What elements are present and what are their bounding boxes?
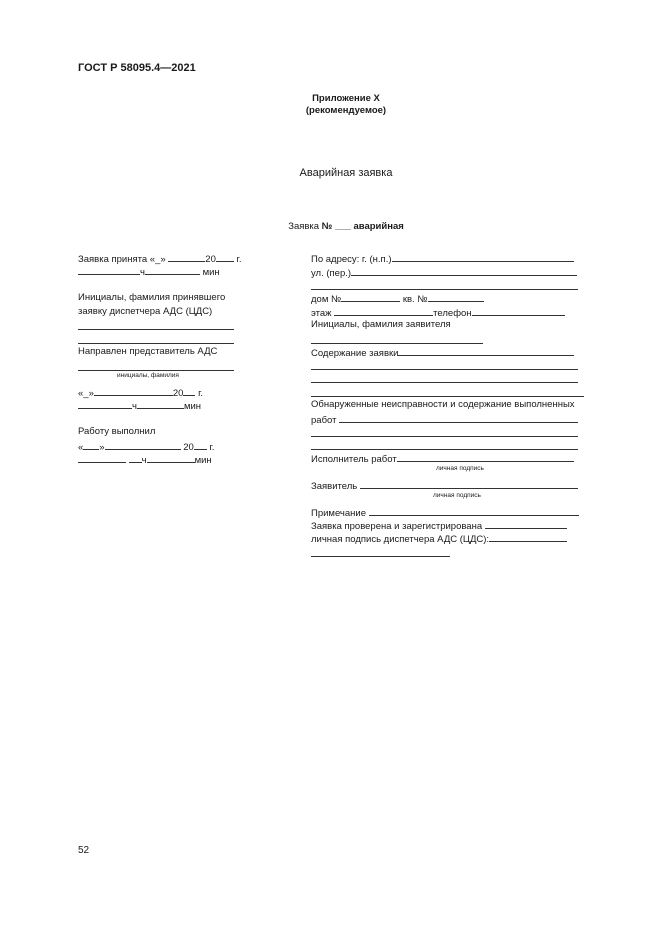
- dispatcher-label-1: Инициалы, фамилия принявшего: [78, 292, 226, 303]
- content-blank-3[interactable]: [311, 382, 578, 383]
- request-heading: Заявка № ___ аварийная: [288, 221, 404, 232]
- dispatcher-name-blank[interactable]: [78, 329, 234, 330]
- address-extra-blank[interactable]: [311, 289, 578, 290]
- applicant-label: Инициалы, фамилия заявителя: [311, 319, 451, 330]
- rep-minutes-blank[interactable]: [137, 399, 184, 409]
- applicant-name-blank[interactable]: [311, 343, 483, 344]
- executor-sign-caption: личная подпись: [436, 465, 484, 472]
- document-title: Аварийная заявка: [299, 167, 393, 179]
- done-time-line: ч мин: [78, 453, 212, 467]
- floor-line: этаж телефон: [311, 306, 565, 320]
- accepted-time-line: ч мин: [78, 265, 220, 279]
- rep-label: Направлен представитель АДС: [78, 346, 218, 357]
- rep-name-blank[interactable]: [78, 370, 234, 371]
- faults-blank-3[interactable]: [311, 449, 578, 450]
- content-line: Содержание заявки: [311, 346, 574, 360]
- accepted-hours-blank[interactable]: [78, 265, 140, 275]
- done-minutes-blank[interactable]: [147, 453, 195, 463]
- dispatcher-name-blank-2[interactable]: [78, 343, 234, 344]
- content-blank-2[interactable]: [311, 369, 578, 370]
- address-line: По адресу: г. (н.п.): [311, 252, 574, 266]
- house-blank[interactable]: [341, 292, 400, 302]
- faults-label-1: Обнаруженные неисправности и содержание выполненных: [311, 399, 575, 410]
- standard-number: ГОСТ Р 58095.4—2021: [78, 62, 196, 74]
- done-year-blank[interactable]: [194, 440, 207, 450]
- applicant-sign-line: Заявитель: [311, 479, 578, 493]
- done-day-blank[interactable]: [83, 440, 99, 450]
- accepted-minutes-blank[interactable]: [145, 265, 200, 275]
- rep-caption: инициалы, фамилия: [117, 372, 179, 379]
- faults-blank-2[interactable]: [311, 436, 578, 437]
- dispatcher-sign-line: личная подпись диспетчера АДС (ЦДС):: [311, 532, 567, 546]
- note-line: Примечание: [311, 506, 579, 520]
- content-blank[interactable]: [398, 346, 574, 356]
- rep-time-line: ч мин: [78, 399, 201, 413]
- address-blank[interactable]: [392, 252, 574, 262]
- executor-line: Исполнитель работ: [311, 452, 574, 466]
- street-line: ул. (пер.): [311, 266, 577, 280]
- rep-day-blank[interactable]: [94, 386, 173, 396]
- applicant-sign-caption: личная подпись: [433, 492, 481, 499]
- done-label: Работу выполнил: [78, 426, 156, 437]
- done-month-blank[interactable]: [105, 440, 181, 450]
- rep-date-line: «_» 20 г.: [78, 388, 204, 399]
- dispatcher-sign-blank-2[interactable]: [311, 556, 450, 557]
- rep-hours-blank[interactable]: [78, 399, 132, 409]
- phone-blank[interactable]: [472, 306, 565, 316]
- checked-line: Заявка проверена и зарегистрирована: [311, 519, 567, 533]
- dispatcher-label-2: заявку диспетчера АДС (ЦДС): [78, 306, 213, 317]
- floor-blank[interactable]: [334, 306, 433, 316]
- appendix-label: Приложение Х: [312, 93, 380, 104]
- done-hours-blank-2[interactable]: [129, 453, 142, 463]
- done-hours-blank[interactable]: [78, 453, 126, 463]
- faults-line-2: работ: [311, 413, 578, 427]
- checked-blank[interactable]: [485, 519, 567, 529]
- content-blank-4[interactable]: [311, 396, 584, 397]
- dispatcher-sign-blank[interactable]: [489, 532, 567, 542]
- note-blank[interactable]: [369, 506, 579, 516]
- applicant-sign-blank[interactable]: [360, 479, 578, 489]
- page-number: 52: [78, 845, 90, 856]
- rep-year-blank[interactable]: [183, 386, 195, 396]
- faults-blank[interactable]: [339, 413, 578, 423]
- flat-blank[interactable]: [428, 292, 484, 302]
- house-line: дом № кв. №: [311, 292, 484, 306]
- executor-sign-blank[interactable]: [397, 452, 574, 462]
- accepted-day-blank[interactable]: [168, 252, 205, 262]
- done-date-line: « » 20 г.: [78, 442, 215, 453]
- appendix-note: (рекомендуемое): [305, 105, 387, 116]
- accepted-line: Заявка принята «_» 20 г.: [78, 254, 242, 265]
- accepted-year-blank[interactable]: [216, 252, 234, 262]
- street-blank[interactable]: [351, 266, 577, 276]
